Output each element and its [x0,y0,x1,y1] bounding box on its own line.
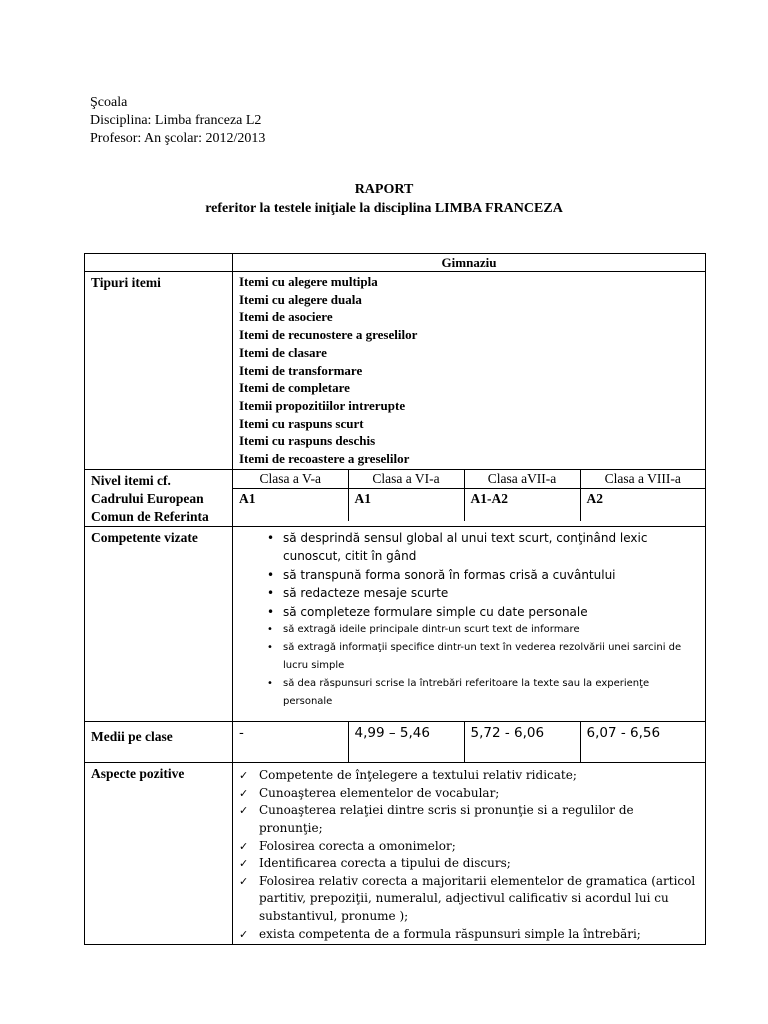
aspect-item: ✓ Folosirea corecta a omonimelor; [239,838,699,856]
competence-item: • să extragă informaţii specifice dintr-un text în vederea rezolvării unei sarcini de lucru simple [267,639,699,675]
level-cell: A1 [233,488,348,521]
item-type: Itemi cu alegere multipla [239,274,378,289]
report-subtitle: referitor la testele iniţiale la disciplina LIMBA FRANCEZA [205,201,563,216]
aspecte-label: Aspecte pozitive [85,763,233,945]
item-type: Itemi de asociere [239,309,333,325]
item-type: Itemi de transformare [239,362,363,378]
aspect-item: ✓ Folosirea relativ corecta a majoritarii elementelor de gramatica (articol partitiv, prepoziţii, numeralul, adjectivul calificativ si acordul lui cu substantivul, pronume ); [239,873,699,926]
competence-item: • să redacteze mesaje scurte [267,584,699,603]
competence-item: • să desprindă sensul global al unui text scurt, conţinând lexic cunoscut, citit în gând [267,529,699,566]
average-cell: 5,72 - 6,06 [464,722,580,762]
document-header [90,94,265,148]
item-type: Itemi de recoastere a greselilor [239,451,410,467]
averages-table [233,722,705,762]
competente-label: Competente vizate [85,526,233,722]
class-header: Clasa a VIII-a [580,470,705,489]
teacher-year-line: Profesor: An şcolar: 2012/2013 [90,131,266,146]
item-types-list [233,272,706,470]
item-type: Itemi de completare [239,380,350,396]
discipline-line: Disciplina: Limba franceza L2 [90,113,262,128]
aspect-item: ✓ Identificarea corecta a tipului de discurs; [239,855,699,873]
medii-label: Medii pe clase [85,722,233,763]
school-line: Şcoala [90,95,128,110]
aspect-item: ✓ Cunoaşterea elementelor de vocabular; [239,785,699,803]
average-cell: 4,99 – 5,46 [348,722,464,762]
aspect-item: ✓ Cunoaşterea relaţiei dintre scris si pronunţie si a regulilor de pronunţie; [239,802,699,837]
competence-item: • să transpună forma sonoră în formas crisă a cuvântului [267,566,699,585]
classes-table [233,470,705,521]
level-cell: A2 [580,488,705,521]
report-table [84,253,706,945]
aspect-item: ✓ exista competenta de a formula răspunsuri simple la întrebări; [239,926,699,944]
competence-item: • să completeze formulare simple cu date personale [267,603,699,622]
level-cell: A1 [348,488,464,521]
tipuri-itemi-label: Tipuri itemi [85,272,233,470]
item-type: Itemi de recunostere a greselilor [239,327,418,343]
item-type: Itemii propozitiilor intrerupte [239,397,406,413]
gimnaziu-header: Gimnaziu [233,254,706,272]
class-header: Clasa aVII-a [464,470,580,489]
average-cell: - [233,722,348,762]
class-header: Clasa a VI-a [348,470,464,489]
aspect-item: ✓ Competente de înţelegere a textului relativ ridicate; [239,767,699,785]
item-type: Itemi cu raspuns scurt [239,415,364,431]
nivel-itemi-label: Nivel itemi cf. Cadrului European Comun de Referinta [85,469,233,526]
item-type: Itemi de clasare [239,344,327,360]
item-type: Itemi cu raspuns deschis [239,433,376,449]
item-type: Itemi cu alegere duala [239,291,362,307]
competence-item: • să extragă ideile principale dintr-un scurt text de informare [267,621,699,639]
class-header: Clasa a V-a [233,470,348,489]
level-cell: A1-A2 [464,488,580,521]
average-cell: 6,07 - 6,56 [580,722,705,762]
competente-list [233,529,699,712]
report-title: RAPORT [354,182,414,197]
aspecte-list [233,767,699,943]
competence-item: • să dea răspunsuri scrise la întrebări referitoare la texte sau la experienţe personale [267,675,699,711]
